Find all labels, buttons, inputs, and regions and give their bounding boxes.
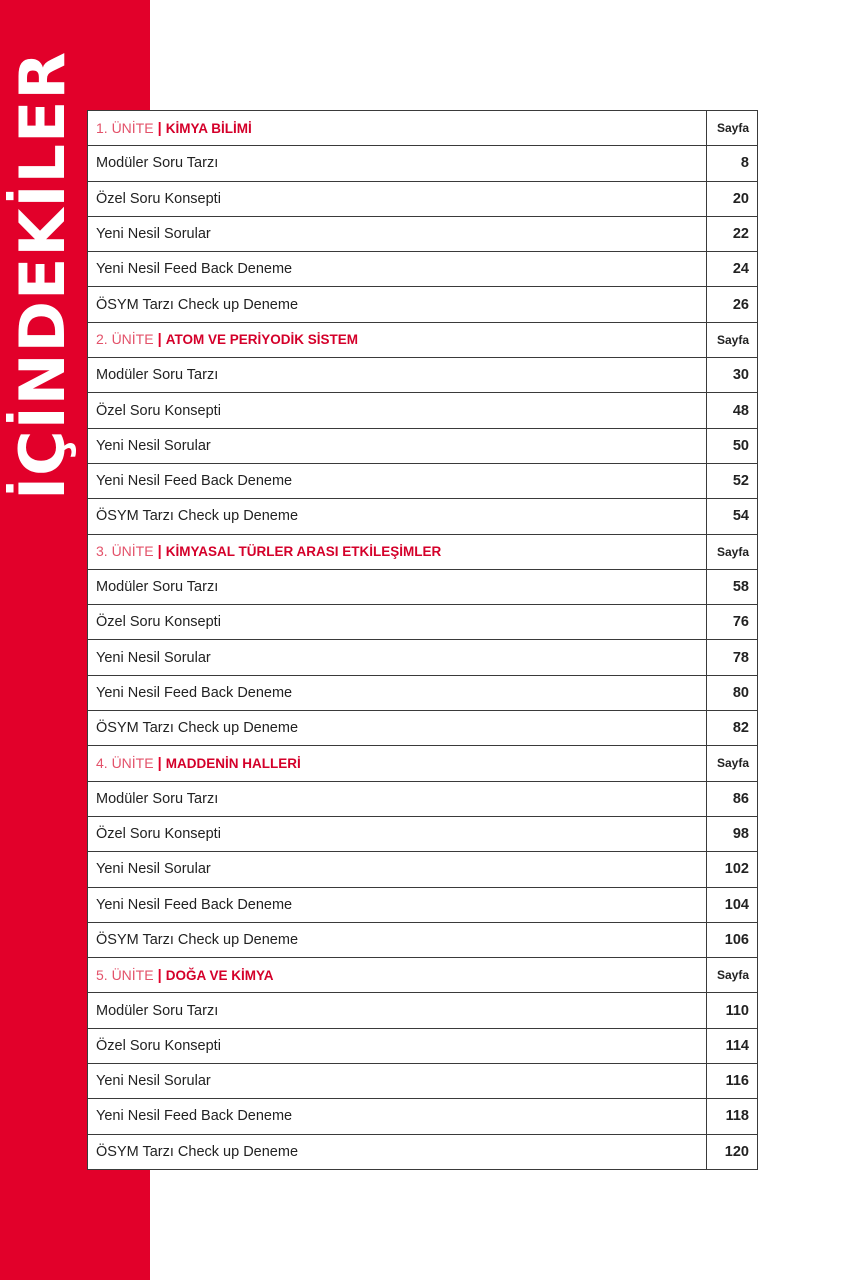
page-title: İÇİNDEKİLER [6,50,79,500]
entry-title[interactable]: Yeni Nesil Sorular [88,216,707,251]
entry-title[interactable]: ÖSYM Tarzı Check up Deneme [88,499,707,534]
entry-page-number: 78 [707,640,758,675]
entry-page-number: 48 [707,393,758,428]
unit-heading [88,746,707,781]
unit-heading [88,322,707,357]
toc-entry-row[interactable] [88,993,758,1028]
entry-page-number: 82 [707,711,758,746]
entry-page-number: 24 [707,252,758,287]
entry-title[interactable]: Yeni Nesil Feed Back Deneme [88,887,707,922]
unit-number: 1. ÜNİTE [96,119,154,136]
toc-entry-row[interactable] [88,463,758,498]
entry-page-number: 52 [707,463,758,498]
entry-page-number: 80 [707,675,758,710]
entry-title[interactable]: Özel Soru Konsepti [88,605,707,640]
entry-page-number: 86 [707,781,758,816]
toc-entry-row[interactable] [88,640,758,675]
toc-entry-row[interactable] [88,1028,758,1063]
unit-name: ATOM VE PERİYODİK SİSTEM [165,332,358,348]
unit-name: DOĞA VE KİMYA [165,967,274,983]
page-column-label: Sayfa [707,958,758,993]
toc-entry-row[interactable] [88,711,758,746]
toc-entry-row[interactable] [88,252,758,287]
entry-title[interactable]: Yeni Nesil Feed Back Deneme [88,1099,707,1134]
entry-page-number: 50 [707,428,758,463]
entry-title[interactable]: Yeni Nesil Sorular [88,1064,707,1099]
entry-page-number: 30 [707,358,758,393]
toc-entry-row[interactable] [88,428,758,463]
entry-title[interactable]: Özel Soru Konsepti [88,816,707,851]
entry-title[interactable]: Modüler Soru Tarzı [88,358,707,393]
unit-number: 4. ÜNİTE [96,754,154,771]
entry-title[interactable]: Modüler Soru Tarzı [88,569,707,604]
toc-entry-row[interactable] [88,922,758,957]
unit-name: KİMYA BİLİMİ [165,120,252,136]
entry-title[interactable]: Yeni Nesil Sorular [88,428,707,463]
toc-entry-row[interactable] [88,816,758,851]
unit-separator: | [157,120,162,137]
unit-header-row [88,958,758,993]
entry-page-number: 106 [707,922,758,957]
toc-entry-row[interactable] [88,887,758,922]
toc-entry-row[interactable] [88,216,758,251]
entry-page-number: 8 [707,146,758,181]
entry-title[interactable]: Yeni Nesil Feed Back Deneme [88,675,707,710]
unit-separator: | [157,755,162,772]
unit-name: KİMYASAL TÜRLER ARASI ETKİLEŞİMLER [165,544,442,560]
entry-title[interactable]: Yeni Nesil Sorular [88,852,707,887]
toc-entry-row[interactable] [88,675,758,710]
toc-entry-row[interactable] [88,605,758,640]
unit-header-row [88,322,758,357]
unit-heading [88,958,707,993]
toc-entry-row[interactable] [88,499,758,534]
toc-entry-row[interactable] [88,181,758,216]
entry-title[interactable]: Modüler Soru Tarzı [88,781,707,816]
entry-title[interactable]: ÖSYM Tarzı Check up Deneme [88,1134,707,1169]
unit-name: MADDENİN HALLERİ [165,755,301,771]
unit-number: 2. ÜNİTE [96,331,154,348]
entry-page-number: 118 [707,1099,758,1134]
entry-title[interactable]: Modüler Soru Tarzı [88,993,707,1028]
entry-title[interactable]: Yeni Nesil Feed Back Deneme [88,252,707,287]
toc-entry-row[interactable] [88,287,758,322]
entry-page-number: 76 [707,605,758,640]
entry-page-number: 58 [707,569,758,604]
unit-header-row [88,534,758,569]
page-column-label: Sayfa [707,746,758,781]
entry-page-number: 116 [707,1064,758,1099]
entry-title[interactable]: Özel Soru Konsepti [88,1028,707,1063]
page-column-label: Sayfa [707,534,758,569]
entry-page-number: 54 [707,499,758,534]
unit-separator: | [157,544,162,561]
unit-number: 5. ÜNİTE [96,966,154,983]
toc-entry-row[interactable] [88,569,758,604]
page-column-label: Sayfa [707,322,758,357]
entry-page-number: 20 [707,181,758,216]
entry-page-number: 104 [707,887,758,922]
unit-heading [88,111,707,146]
unit-number: 3. ÜNİTE [96,543,154,560]
unit-separator: | [157,332,162,349]
unit-header-row [88,111,758,146]
entry-title[interactable]: ÖSYM Tarzı Check up Deneme [88,711,707,746]
toc-entry-row[interactable] [88,393,758,428]
unit-header-row [88,746,758,781]
page-column-label: Sayfa [707,111,758,146]
toc-entry-row[interactable] [88,781,758,816]
entry-title[interactable]: Yeni Nesil Feed Back Deneme [88,463,707,498]
entry-page-number: 114 [707,1028,758,1063]
entry-page-number: 26 [707,287,758,322]
entry-page-number: 98 [707,816,758,851]
entry-title[interactable]: ÖSYM Tarzı Check up Deneme [88,287,707,322]
unit-separator: | [157,967,162,984]
toc-entry-row[interactable] [88,358,758,393]
entry-title[interactable]: ÖSYM Tarzı Check up Deneme [88,922,707,957]
entry-page-number: 110 [707,993,758,1028]
unit-heading [88,534,707,569]
toc-entry-row[interactable] [88,1064,758,1099]
toc-entry-row[interactable] [88,1099,758,1134]
toc-entry-row[interactable] [88,852,758,887]
toc-entry-row[interactable] [88,1134,758,1169]
entry-page-number: 102 [707,852,758,887]
entry-title[interactable]: Özel Soru Konsepti [88,393,707,428]
entry-title[interactable]: Modüler Soru Tarzı [88,146,707,181]
entry-title[interactable]: Özel Soru Konsepti [88,181,707,216]
entry-page-number: 120 [707,1134,758,1169]
toc-entry-row[interactable] [88,146,758,181]
table-of-contents [87,110,758,1170]
entry-title[interactable]: Yeni Nesil Sorular [88,640,707,675]
entry-page-number: 22 [707,216,758,251]
